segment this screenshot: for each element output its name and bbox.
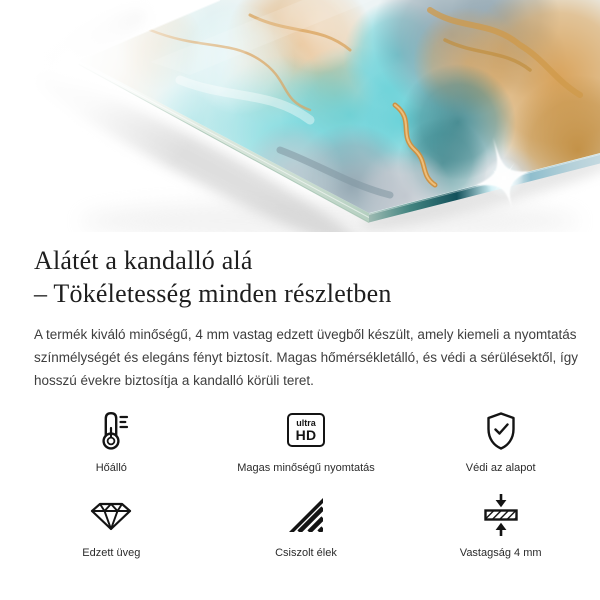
feature-label: Edzett üveg [82, 547, 141, 559]
feature-thickness-4mm [403, 495, 598, 560]
feature-label: Hőálló [95, 462, 127, 474]
product-info [0, 232, 600, 560]
diamond-icon [89, 497, 133, 533]
feature-label: Magas minőségű nyomtatás [237, 462, 375, 474]
feature-label: Csiszolt élek [275, 547, 337, 559]
glass-panel-illustration [0, 0, 600, 232]
shield-check-icon [481, 410, 521, 450]
feature-heat-resistant [14, 410, 209, 475]
features-grid [14, 410, 598, 560]
feature-high-quality-print [209, 410, 404, 475]
feature-tempered-glass [14, 495, 209, 560]
thermometer-icon [91, 410, 131, 450]
polished-edges-icon [286, 495, 326, 535]
page-title [34, 244, 578, 310]
thickness-4mm-icon [481, 493, 521, 537]
page-title-line1: Alátét a kandalló alá [34, 246, 253, 275]
feature-label: Vastagság 4 mm [459, 547, 542, 559]
feature-polished-edges [209, 495, 404, 560]
page-title-line2: – Tökéletesség minden részletben [34, 279, 392, 308]
corner-fade [0, 0, 280, 232]
feature-label: Védi az alapot [465, 462, 536, 474]
feature-protects-base [403, 410, 598, 475]
product-description: A termék kiváló minőségű, 4 mm vastag edzett üvegből készült, amely kiemeli a nyomtatás színmélységét és elegáns fényt biztosít. Magas hőmérsékletálló, és védi a sérülésektől, így hosszú évekre biztosítja a kandalló körüli teret. [34, 327, 579, 388]
ultra-hd-icon: ultra HD [287, 413, 325, 447]
product-image [0, 0, 600, 232]
